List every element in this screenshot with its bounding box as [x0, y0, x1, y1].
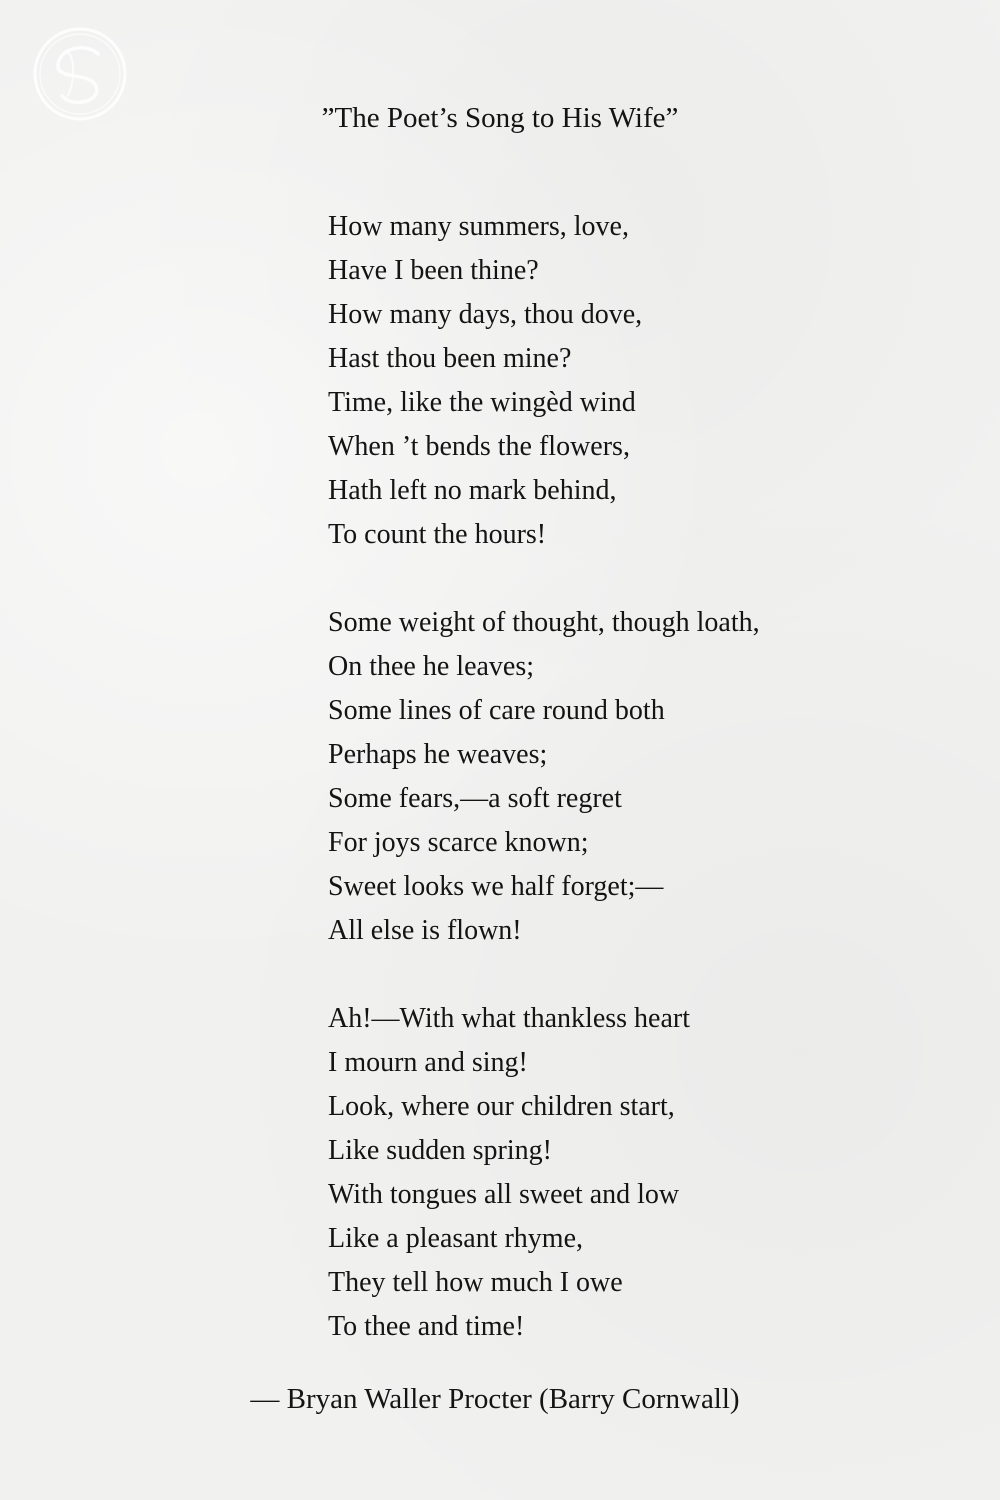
stanza-3: [328, 997, 968, 1349]
poem-line: Like a pleasant rhyme,: [328, 1223, 584, 1254]
stanza-2: [328, 601, 968, 953]
poem-line: Time, like the wingèd wind: [328, 387, 636, 418]
poem-attribution: — Bryan Waller Procter (Barry Cornwall): [250, 1383, 740, 1415]
poem-line: Ah!—With what thankless heart: [328, 1003, 691, 1034]
poem-line: Hath left no mark behind,: [328, 475, 617, 506]
poem-line: Some lines of care round both: [328, 695, 665, 726]
poem-line: To count the hours!: [328, 519, 547, 550]
poem-line: With tongues all sweet and low: [328, 1179, 680, 1210]
poem-line: Some weight of thought, though loath,: [328, 607, 760, 638]
poem-line: Have I been thine?: [328, 255, 539, 286]
poem-line: They tell how much I owe: [328, 1267, 623, 1298]
poem-line: How many summers, love,: [328, 211, 629, 242]
poem-line: Some fears,—a soft regret: [328, 783, 622, 814]
stanza-1: [328, 205, 968, 557]
poem-line: For joys scarce known;: [328, 827, 589, 858]
poem-line: When ’t bends the flowers,: [328, 431, 630, 462]
poem-line: Perhaps he weaves;: [328, 739, 548, 770]
poem-body: [328, 205, 968, 1349]
poem-line: I mourn and sing!: [328, 1047, 528, 1078]
poem-line: Like sudden spring!: [328, 1135, 552, 1166]
poem-line: Sweet looks we half forget;—: [328, 871, 664, 902]
poem-title: ”The Poet’s Song to His Wife”: [321, 102, 679, 134]
poem-line: On thee he leaves;: [328, 651, 535, 682]
poem-line: Hast thou been mine?: [328, 343, 572, 374]
poem-line: How many days, thou dove,: [328, 299, 643, 330]
poem-line: To thee and time!: [328, 1311, 525, 1342]
poem-line: Look, where our children start,: [328, 1091, 675, 1122]
poem-line: All else is flown!: [328, 915, 522, 946]
